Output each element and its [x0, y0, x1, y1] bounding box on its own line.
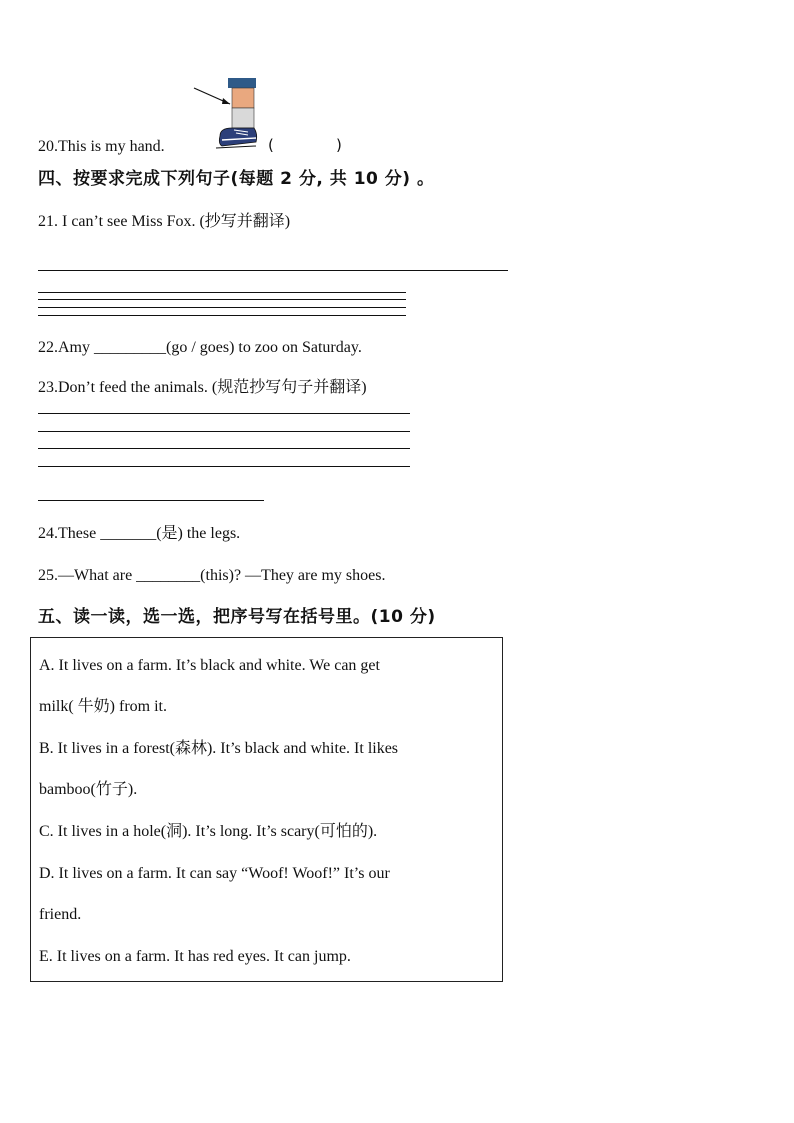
handwriting-line[interactable]: [38, 448, 410, 449]
option-d-line-1: D. It lives on a farm. It can say “Woof! Woof!” It’s our: [39, 865, 390, 882]
handwriting-line[interactable]: [38, 315, 406, 316]
option-e: E. It lives on a farm. It has red eyes. It can jump.: [39, 948, 351, 965]
handwriting-line[interactable]: [38, 431, 410, 432]
leg-shoe-illustration: [192, 76, 262, 152]
section-4-title: 四、按要求完成下列句子(每题 2 分, 共 10 分) 。: [38, 169, 435, 189]
section-5-title: 五、读一读，选一选，把序号写在括号里。(10 分): [38, 607, 436, 627]
answer-line-23-translation[interactable]: [38, 500, 264, 501]
handwriting-line[interactable]: [38, 413, 410, 414]
question-22: 22.Amy _________(go / goes) to zoo on Saturday.: [38, 339, 362, 356]
option-b-line-2: bamboo(竹子).: [39, 781, 138, 798]
handwriting-line[interactable]: [38, 292, 406, 293]
question-25: 25.—What are ________(this)? —They are my shoes.: [38, 567, 386, 584]
option-b-line-1: B. It lives in a forest(森林). It’s black and white. It likes: [39, 740, 399, 757]
option-d-line-2: friend.: [39, 906, 82, 923]
option-c: C. It lives in a hole(洞). It’s long. It’s scary(可怕的).: [39, 823, 378, 840]
handwriting-line[interactable]: [38, 299, 406, 300]
question-24: 24.These _______(是) the legs.: [38, 525, 241, 542]
handwriting-line[interactable]: [38, 307, 406, 308]
question-23: 23.Don’t feed the animals. (规范抄写句子并翻译): [38, 379, 367, 396]
question-21: 21. I can’t see Miss Fox. (抄写并翻译): [38, 213, 291, 230]
answer-paren-open[interactable]: (: [268, 136, 274, 154]
question-20: 20.This is my hand.: [38, 138, 165, 155]
handwriting-line[interactable]: [38, 466, 410, 467]
option-a-line-1: A. It lives on a farm. It’s black and white. We can get: [39, 657, 380, 674]
option-a-line-2: milk( 牛奶) from it.: [39, 698, 167, 715]
answer-line-21-1[interactable]: [38, 270, 508, 271]
answer-paren-close: ): [336, 136, 342, 154]
options-box: [30, 637, 503, 982]
